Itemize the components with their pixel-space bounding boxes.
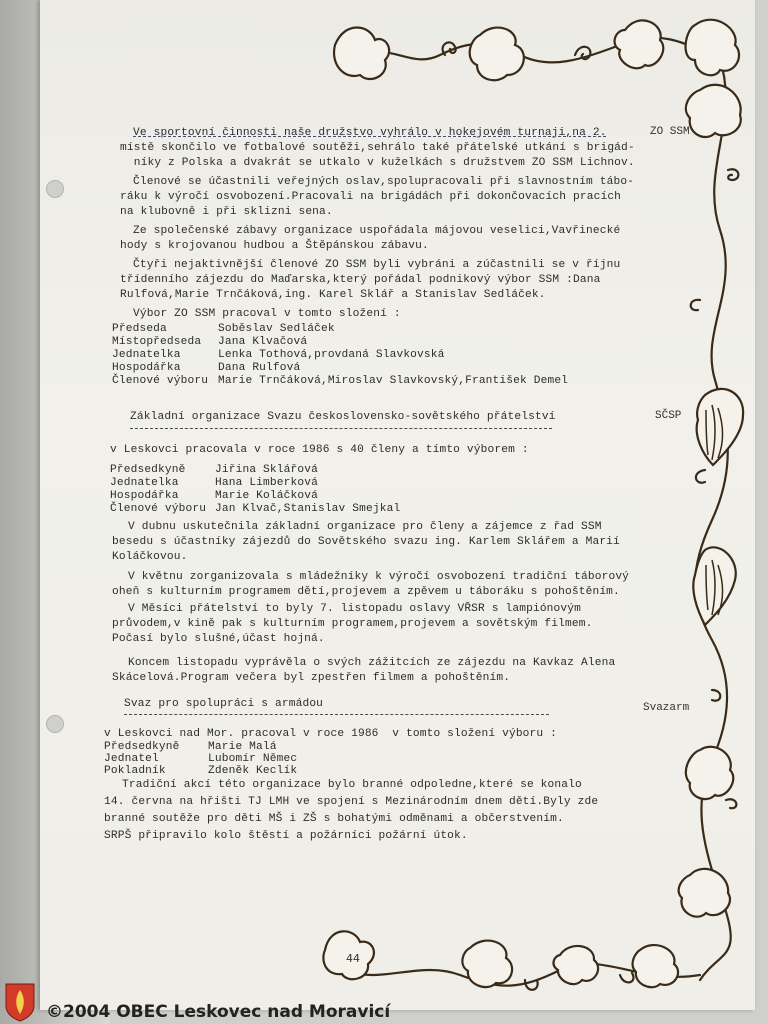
committee-role: Jednatel — [104, 753, 159, 765]
committee-intro: Výbor ZO SSM pracoval v tomto složení : — [133, 308, 401, 320]
committee-name: Soběslav Sedláček — [218, 323, 335, 335]
committee-role: Jednatelka — [112, 349, 181, 361]
text-line: V Měsíci přátelství to byly 7. listopadu oslavy VŘSR s lampiónovým — [128, 603, 581, 615]
text-line: průvodem,v kině pak s kulturním programem,projevem a sovětským filmem. — [112, 618, 593, 630]
margin-label-scsp: SČSP — [655, 410, 682, 422]
text-line: Čtyři nejaktivnější členové ZO SSM byli vybráni a zúčastnili se v říjnu — [133, 259, 621, 271]
text-line: Členové se účastnili veřejných oslav,spolupracovali při slavnostním tábo- — [133, 176, 635, 188]
copyright-watermark: ©2004 OBEC Leskovec nad Moravicí — [46, 1002, 391, 1022]
text-line: ráku k výročí osvobození.Pracovali na brigádách při dokončovacích pracích — [120, 191, 622, 203]
committee-role: Předseda — [112, 323, 167, 335]
committee-role: Členové výboru — [110, 503, 207, 515]
text-line: V květnu zorganizovala s mládežníky k výročí osvobození tradiční táborový — [128, 571, 630, 583]
text-line: oheň s kulturním programem dětí,projevem a zpěvem u táboráku s pohoštěním. — [112, 586, 620, 598]
committee-name: Jana Klvačová — [218, 336, 308, 348]
committee-name: Marie Trnčáková,Miroslav Slavkovský,František Demel — [218, 375, 569, 387]
text-line: Ze společenské zábavy organizace uspořádala májovou veselici,Vavřinecké — [133, 225, 621, 237]
committee-role: Hospodářka — [110, 490, 179, 502]
text-line: V dubnu uskutečnila základní organizace pro členy a zájemce z řad SSM — [128, 521, 602, 533]
page-number: 44 — [346, 952, 360, 965]
text-line: třídenního zájezdu do Maďarska,který pořádal podnikový výbor SSM :Dana — [120, 274, 601, 286]
text-line: Rulfová,Marie Trnčáková,ing. Karel Sklář a Stanislav Sedláček. — [120, 289, 546, 301]
text-line: SRPŠ připravilo kolo štěstí a požárníci požární útok. — [104, 830, 468, 842]
section-heading-scsp: Základní organizace Svazu československo-sovětského přátelství — [130, 411, 556, 423]
committee-role: Místopředseda — [112, 336, 202, 348]
committee-role: Předsedkyně — [104, 741, 180, 753]
paragraph-sport: Ve sportovní činnosti naše družstvo vyhrálo v hokejovém turnaji,na 2. — [133, 127, 607, 139]
section-heading-svazarm: Svaz pro spolupráci s armádou — [124, 698, 324, 710]
committee-role: Hospodářka — [112, 362, 181, 374]
section-intro: v Leskovci nad Mor. pracoval v roce 1986 v tomto složení výboru : — [104, 728, 557, 740]
text-line: branné soutěže pro děti MŠ i ZŠ s bohatými odměnami a občerstvením. — [104, 813, 564, 825]
text-line: na klubovně i při sklizni sena. — [120, 206, 333, 218]
text-line: Tradiční akcí této organizace bylo branné odpoledne,které se konalo — [122, 779, 582, 791]
text-line: Koláčkovou. — [112, 551, 188, 563]
coat-of-arms-logo — [4, 982, 36, 1022]
committee-name: Marie Malá — [208, 741, 277, 753]
text-line: besedu s účastníky zájezdů do Sovětského svazu ing. Karlem Sklářem a Marií — [112, 536, 620, 548]
committee-name: Dana Rulfová — [218, 362, 301, 374]
text-line: hody s krojovanou hudbou a Štěpánskou zábavu. — [120, 240, 429, 252]
committee-role: Předsedkyně — [110, 464, 186, 476]
committee-role: Pokladník — [104, 765, 166, 777]
margin-label-svazarm: Svazarm — [643, 702, 690, 714]
committee-name: Lenka Tothová,provdaná Slavkovská — [218, 349, 445, 361]
committee-name: Zdeněk Keclík — [208, 765, 298, 777]
committee-name: Jiřina Sklářová — [215, 464, 318, 476]
text-line: místě skončilo ve fotbalové soutěži,sehrálo také přátelské utkání s brigád- — [120, 142, 635, 154]
committee-name: Marie Koláčková — [215, 490, 318, 502]
committee-name: Lubomír Němec — [208, 753, 298, 765]
section-intro: v Leskovci pracovala v roce 1986 s 40 členy a tímto výborem : — [110, 444, 529, 456]
heading-underline — [130, 428, 552, 429]
heading-underline — [124, 714, 549, 715]
text-line: Koncem listopadu vyprávěla o svých zážitcích ze zájezdu na Kavkaz Alena — [128, 657, 616, 669]
committee-role: Členové výboru — [112, 375, 209, 387]
text-line: níky z Polska a dvakrát se utkalo v kuželkách s družstvem ZO SSM Lichnov. — [120, 157, 635, 169]
committee-name: Jan Klvač,Stanislav Smejkal — [215, 503, 401, 515]
margin-label-zo-ssm: ZO SSM — [650, 126, 690, 138]
text-line: 14. června na hřišti TJ LMH ve spojení s Mezinárodním dnem dětí.Byly zde — [104, 796, 599, 808]
text-line: Počasí bylo slušné,účast hojná. — [112, 633, 325, 645]
committee-name: Hana Limberková — [215, 477, 318, 489]
committee-role: Jednatelka — [110, 477, 179, 489]
text-line: Skácelová.Program večera byl zpestřen filmem a pohoštěním. — [112, 672, 511, 684]
